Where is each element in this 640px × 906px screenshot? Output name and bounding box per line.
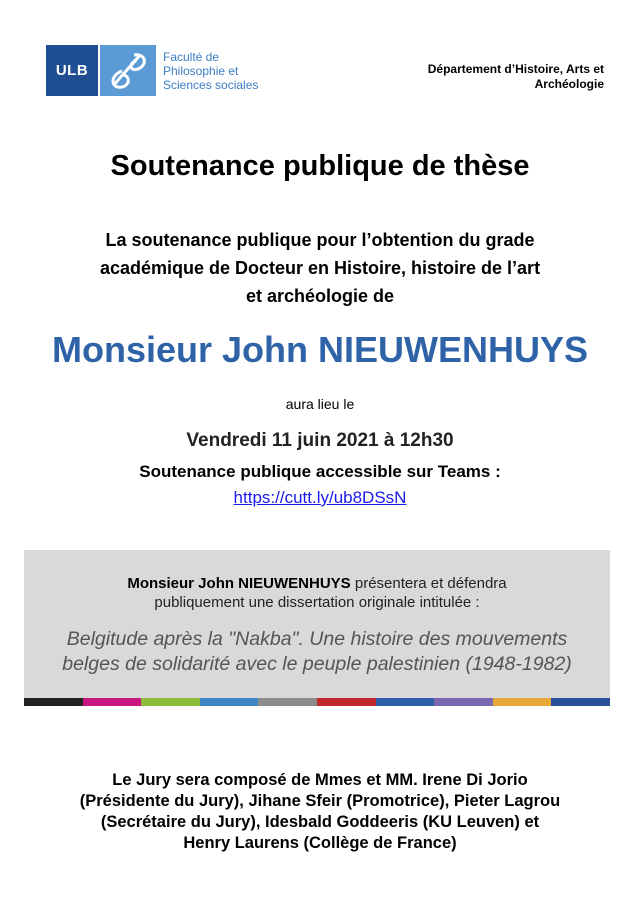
jury-line: (Secrétaire du Jury), Idesbald Goddeeris (KU Leuven) et [100,813,540,831]
ulb-logo: ULB [46,45,98,96]
intro-line: et archéologie de [245,286,395,306]
thesis-title [24,627,610,677]
department-line: Archéologie [534,77,604,91]
faculty-name [163,50,283,92]
faculty-line: Sciences sociales [163,78,259,92]
thesis-title-line: Belgitude après la "Nakba". Une histoire des mouvements [66,628,568,650]
panel-candidate-name: Monsieur John NIEUWENHUYS [127,575,351,592]
stripe-segment [83,698,142,706]
candidate-name: Monsieur John NIEUWENHUYS [51,329,589,370]
jury-line: Henry Laurens (Collège de France) [183,834,457,852]
page-title: Soutenance publique de thèse [110,150,530,182]
stripe-segment [493,698,552,706]
panel-line1-rest: présentera et défendra [350,575,507,592]
faculty-line: Philosophie et [163,64,239,78]
department-name [344,62,604,92]
header [0,0,640,110]
thesis-panel [24,550,610,698]
stripe-segment [434,698,493,706]
department-line: Département d’Histoire, Arts et [427,62,604,76]
panel-intro [24,574,610,612]
panel-line2: publiquement une dissertation originale intitulée : [154,594,480,611]
jury-line: Le Jury sera composé de Mmes et MM. Irene Di Jorio [112,771,528,789]
thesis-title-line: belges de solidarité avec le peuple palestinien (1948-1982) [62,653,572,675]
faculty-logo-icon [100,45,156,96]
aura-lieu-text: aura lieu le [285,396,355,412]
stripe-segment [258,698,317,706]
intro-line: La soutenance publique pour l’obtention du grade [105,230,535,250]
color-stripe [24,698,610,706]
jury-text [40,770,600,854]
stripe-segment [200,698,259,706]
teams-link-container [0,488,640,508]
teams-text: Soutenance publique accessible sur Teams : [139,462,501,481]
teams-link[interactable]: https://cutt.ly/ub8DSsN [233,488,407,507]
intro-text [40,226,600,310]
stripe-segment [24,698,83,706]
jury-line: (Présidente du Jury), Jihane Sfeir (Promotrice), Pieter Lagrou [79,792,561,810]
faculty-line: Faculté de [163,50,220,64]
intro-line: académique de Docteur en Histoire, histoire de l’art [99,258,541,278]
stripe-segment [551,698,610,706]
defense-date: Vendredi 11 juin 2021 à 12h30 [186,430,454,451]
stripe-segment [141,698,200,706]
stripe-segment [317,698,376,706]
stripe-segment [376,698,435,706]
